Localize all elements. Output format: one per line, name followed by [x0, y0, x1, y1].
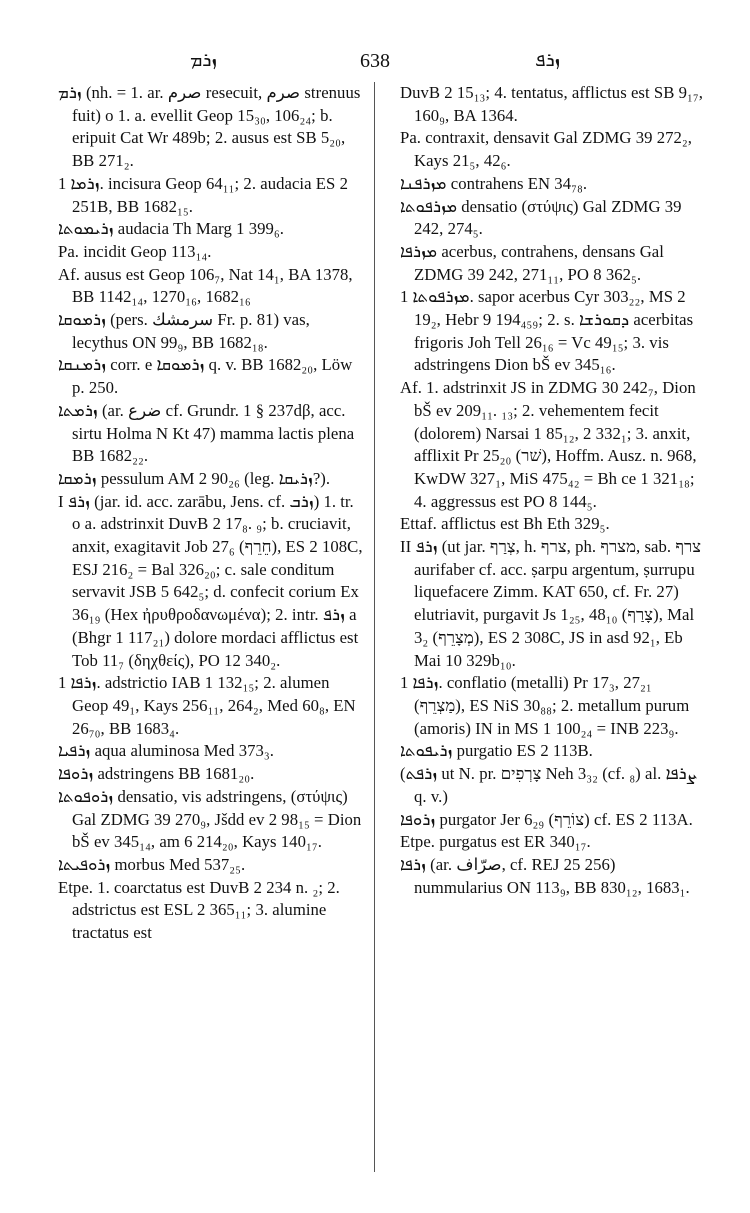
entry: ܡܙܪܦܐ acerbus, contrahens, densans Gal ZDMG 39 242, 271₁₁, PO 8 362₅.	[400, 241, 664, 284]
entry: ܙܪܡܬܐ (ar. ضرع cf. Grundr. 1 § 237dβ, acc. sirtu Holma N Kt 47) mamma lactis plena BB 1682₂₂.	[58, 400, 355, 466]
left-column	[58, 82, 363, 945]
entry: ܙܪܡܩܐ pessulum AM 2 90₂₆ (leg. ܙܪܝܩܐ?).	[58, 468, 331, 488]
entry: ܙܪܘܦܐ adstringens BB 1681₂₀.	[58, 764, 255, 784]
page-number: 638	[360, 50, 390, 72]
entry: Pa. contraxit, densavit Gal ZDMG 39 272₂, Kays 21₅, 42₆.	[400, 128, 692, 171]
entry: ܙܪܝܦܘܬܐ purgatio ES 2 113B.	[400, 741, 593, 761]
entry: Af. 1. adstrinxit JS in ZDMG 30 242₇, Dion bŠ ev 209₁₁. ₁₃; 2. vehementem fecit (dolorem) Narsai 1 85₁₂, 2 332₁; 3. anxit, afflixit Pr 25₂₀ (שׁר), Hoffm. Ausz. n. 968, KwDW 327₁, MiS 475₄₂ = Bh ce 1 321₁₈; 4. aggressus est PO 8 144₅.	[400, 378, 697, 511]
entry: Etpe. purgatus est ER 340₁₇.	[400, 832, 591, 852]
entry: ܙܪܦܐ 1. adstrictio IAB 1 132₁₅; 2. alumen Geop 49₁, Kays 256₁₁, 264₂, Med 60₈, EN 26₇₀, BB 1683₄.	[58, 673, 356, 738]
entry: I ܙܪܦ (jar. id. acc. zarābu, Jens. cf. ܙܪܒ) 1. tr. o a. adstrinxit DuvB 2 17₈. ₉; b. cruciavit, anxit, exagitavit Job 27₆ (חֵרֵף), ES 2 108C, ESJ 216₂ = Bal 326₂₀; c. sale conditum servavit JSB 5 642₅; d. confecit corium Ex 36₁₉ (Hex ἠρυθροδανωμένα); 2. intr. ܙܪܦ a (Bhgr 1 117₂₁) dolore mordaci afflictus est Tob 11₇ (δηχθείς), PO 12 340₂.	[58, 491, 363, 670]
header-right-word: ܙܪܦ	[535, 50, 561, 71]
entry: II ܙܪܦ (ut jar. צְרַף, h. צרף, ph. מצרף, sab. צרף aurifaber cf. acc. ṣarpu argentum, ṣurrupu liquefacere Zimm. KAT 650, cf. Fr. 27) elutriavit, purgavit Js 1₂₅, 48₁₀ (צָרַף), Mal 3₂ (מְצָרֵף), ES 2 308C, JS in asd 92₁, Eb Mai 10 329b₁₀.	[400, 537, 702, 670]
header-left-word: ܙܪܡ	[190, 50, 218, 71]
entry: ܡܙܪܦܢܐ contrahens EN 34₇₈.	[400, 173, 588, 193]
entry: Af. ausus est Geop 106₇, Nat 14₁, BA 1378, BB 1142₁₄, 1270₁₆, 1682₁₆	[58, 264, 353, 307]
entry: ܙܪܘܦܝܬܐ morbus Med 537₂₅.	[58, 854, 246, 874]
column-divider	[374, 82, 375, 1172]
entry: ܙܪܦܐ 1. conflatio (metalli) Pr 17₃, 27₂₁ (מַצְרֵף), ES NiS 30₈₈; 2. metallum purum (amoris) IN in MS 1 100₂₄ = INB 223₉.	[400, 673, 690, 738]
entry: ܙܪܡܢܩܐ corr. e ܙܪܡܘܩܐ q. v. BB 1682₂₀, Löw p. 250.	[58, 355, 353, 398]
entry: ܙܪܡ (nh. = 1. ar. صرم resecuit, صرم strenuus fuit) o 1. a. evellit Geop 15₃₀, 106₂₄; b. eripuit Cat Wr 489b; 2. ausus est SB 5₂₀, BB 271₂.	[58, 83, 361, 171]
entry: DuvB 2 15₁₃; 4. tentatus, afflictus est SB 9₁₇, 160₉, BA 1364.	[400, 83, 703, 125]
entry: ܙܪܘܦܐ purgator Jer 6₂₉ (צוֹרֵף) cf. ES 2 113A.	[400, 809, 693, 829]
entry: Etpe. 1. coarctatus est DuvB 2 234 n. ₂; 2. adstrictus est ESL 2 365₁₁; 3. alumine tractatus est	[58, 877, 340, 943]
entry: (ܙܪܦܬ ut N. pr. צָרְפִים Neh 3₃₂ (cf. ₈) al. ܨܪܦܐ q. v.)	[400, 764, 696, 806]
entry: Pa. incidit Geop 113₁₄.	[58, 241, 212, 261]
entry: ܡܙܪܦܘܬܐ 1. sapor acerbus Cyr 303₂₂, MS 2 19₂, Hebr 9 194₄₅₉; 2. s. ܕܩܘܪܫܐ acerbitas frigoris Joh Tell 26₁₆ = Vc 49₁₅; 3. vis adstringens Dion bŠ ev 345₁₆.	[400, 287, 694, 375]
entry: ܙܪܡܐ 1. incisura Geop 64₁₁; 2. audacia ES 2 251B, BB 1682₁₅.	[58, 173, 348, 216]
entry: ܙܪܦܝܐ aqua aluminosa Med 373₃.	[58, 741, 274, 761]
entry: ܙܪܡܘܩܐ (pers. سرمشك Fr. p. 81) vas, lecythus ON 99₉, BB 1682₁₈.	[58, 310, 310, 352]
right-column	[400, 82, 705, 899]
entry: Ettaf. afflictus est Bh Eth 329₅.	[400, 514, 610, 534]
entry: ܙܪܦܐ (ar. صرّاف, cf. REJ 25 256) nummularius ON 113₉, BB 830₁₂, 1683₁.	[400, 854, 690, 897]
entry: ܙܪܝܡܘܬܐ audacia Th Marg 1 399₆.	[58, 219, 284, 239]
entry: ܡܙܪܦܘܬܐ densatio (στύψις) Gal ZDMG 39 242, 274₅.	[400, 196, 682, 239]
entry: ܙܪܘܦܘܬܐ densatio, vis adstringens, (στύψις) Gal ZDMG 39 270₉, Jšdd ev 2 98₁₅ = Dion bŠ ev 345₁₄, am 6 214₂₀, Kays 140₁₇.	[58, 786, 362, 852]
